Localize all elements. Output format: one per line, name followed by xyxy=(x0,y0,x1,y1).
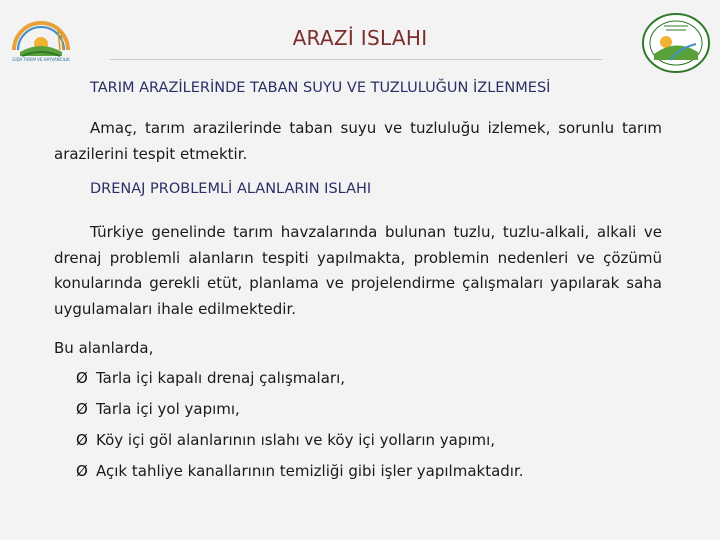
page-title: ARAZİ ISLAHI xyxy=(292,26,428,50)
title-divider xyxy=(110,59,602,60)
list-intro: Bu alanlarda, xyxy=(54,339,154,357)
list-item-text: Tarla içi kapalı drenaj çalışmaları, xyxy=(96,368,346,387)
list-item xyxy=(76,455,524,486)
section-body-drainage: Türkiye genelinde tarım havzalarında bulunan tuzlu, tuzlu-alkali, alkali ve drenaj problemli alanların tespiti yapılmakta, problemin nedenleri ve çözümü konularında gerekli etüt, planlama ve projelendirme çalışmaları yapılarak saha uygulamaları ihale edilmektedir. xyxy=(54,223,662,318)
arrow-bullet-icon: Ø xyxy=(76,399,88,418)
arrow-bullet-icon: Ø xyxy=(76,430,88,449)
section-body-groundwater: Amaç, tarım arazilerinde taban suyu ve tuzluluğu izlemek, sorunlu tarım arazilerini tespit etmektir. xyxy=(54,119,662,163)
arrow-bullet-icon: Ø xyxy=(76,461,88,480)
logo-caption: GIDA TARIM VE HAYVANCILIK xyxy=(12,57,70,62)
list-item-text: Tarla içi yol yapımı, xyxy=(96,399,240,418)
list-item-text: Köy içi göl alanlarının ıslahı ve köy içi yolların yapımı, xyxy=(96,430,496,449)
list-item-text: Açık tahliye kanallarının temizliği gibi işler yapılmaktadır. xyxy=(96,461,524,480)
list-item xyxy=(76,424,524,455)
section-heading-drainage: DRENAJ PROBLEMLİ ALANLARIN ISLAHI xyxy=(90,181,372,197)
list-item xyxy=(76,393,524,424)
list-item xyxy=(76,362,524,393)
work-list xyxy=(76,362,524,486)
arrow-bullet-icon: Ø xyxy=(76,368,88,387)
section-heading-groundwater: TARIM ARAZİLERİNDE TABAN SUYU VE TUZLULUĞUN İZLENMESİ xyxy=(90,80,551,96)
